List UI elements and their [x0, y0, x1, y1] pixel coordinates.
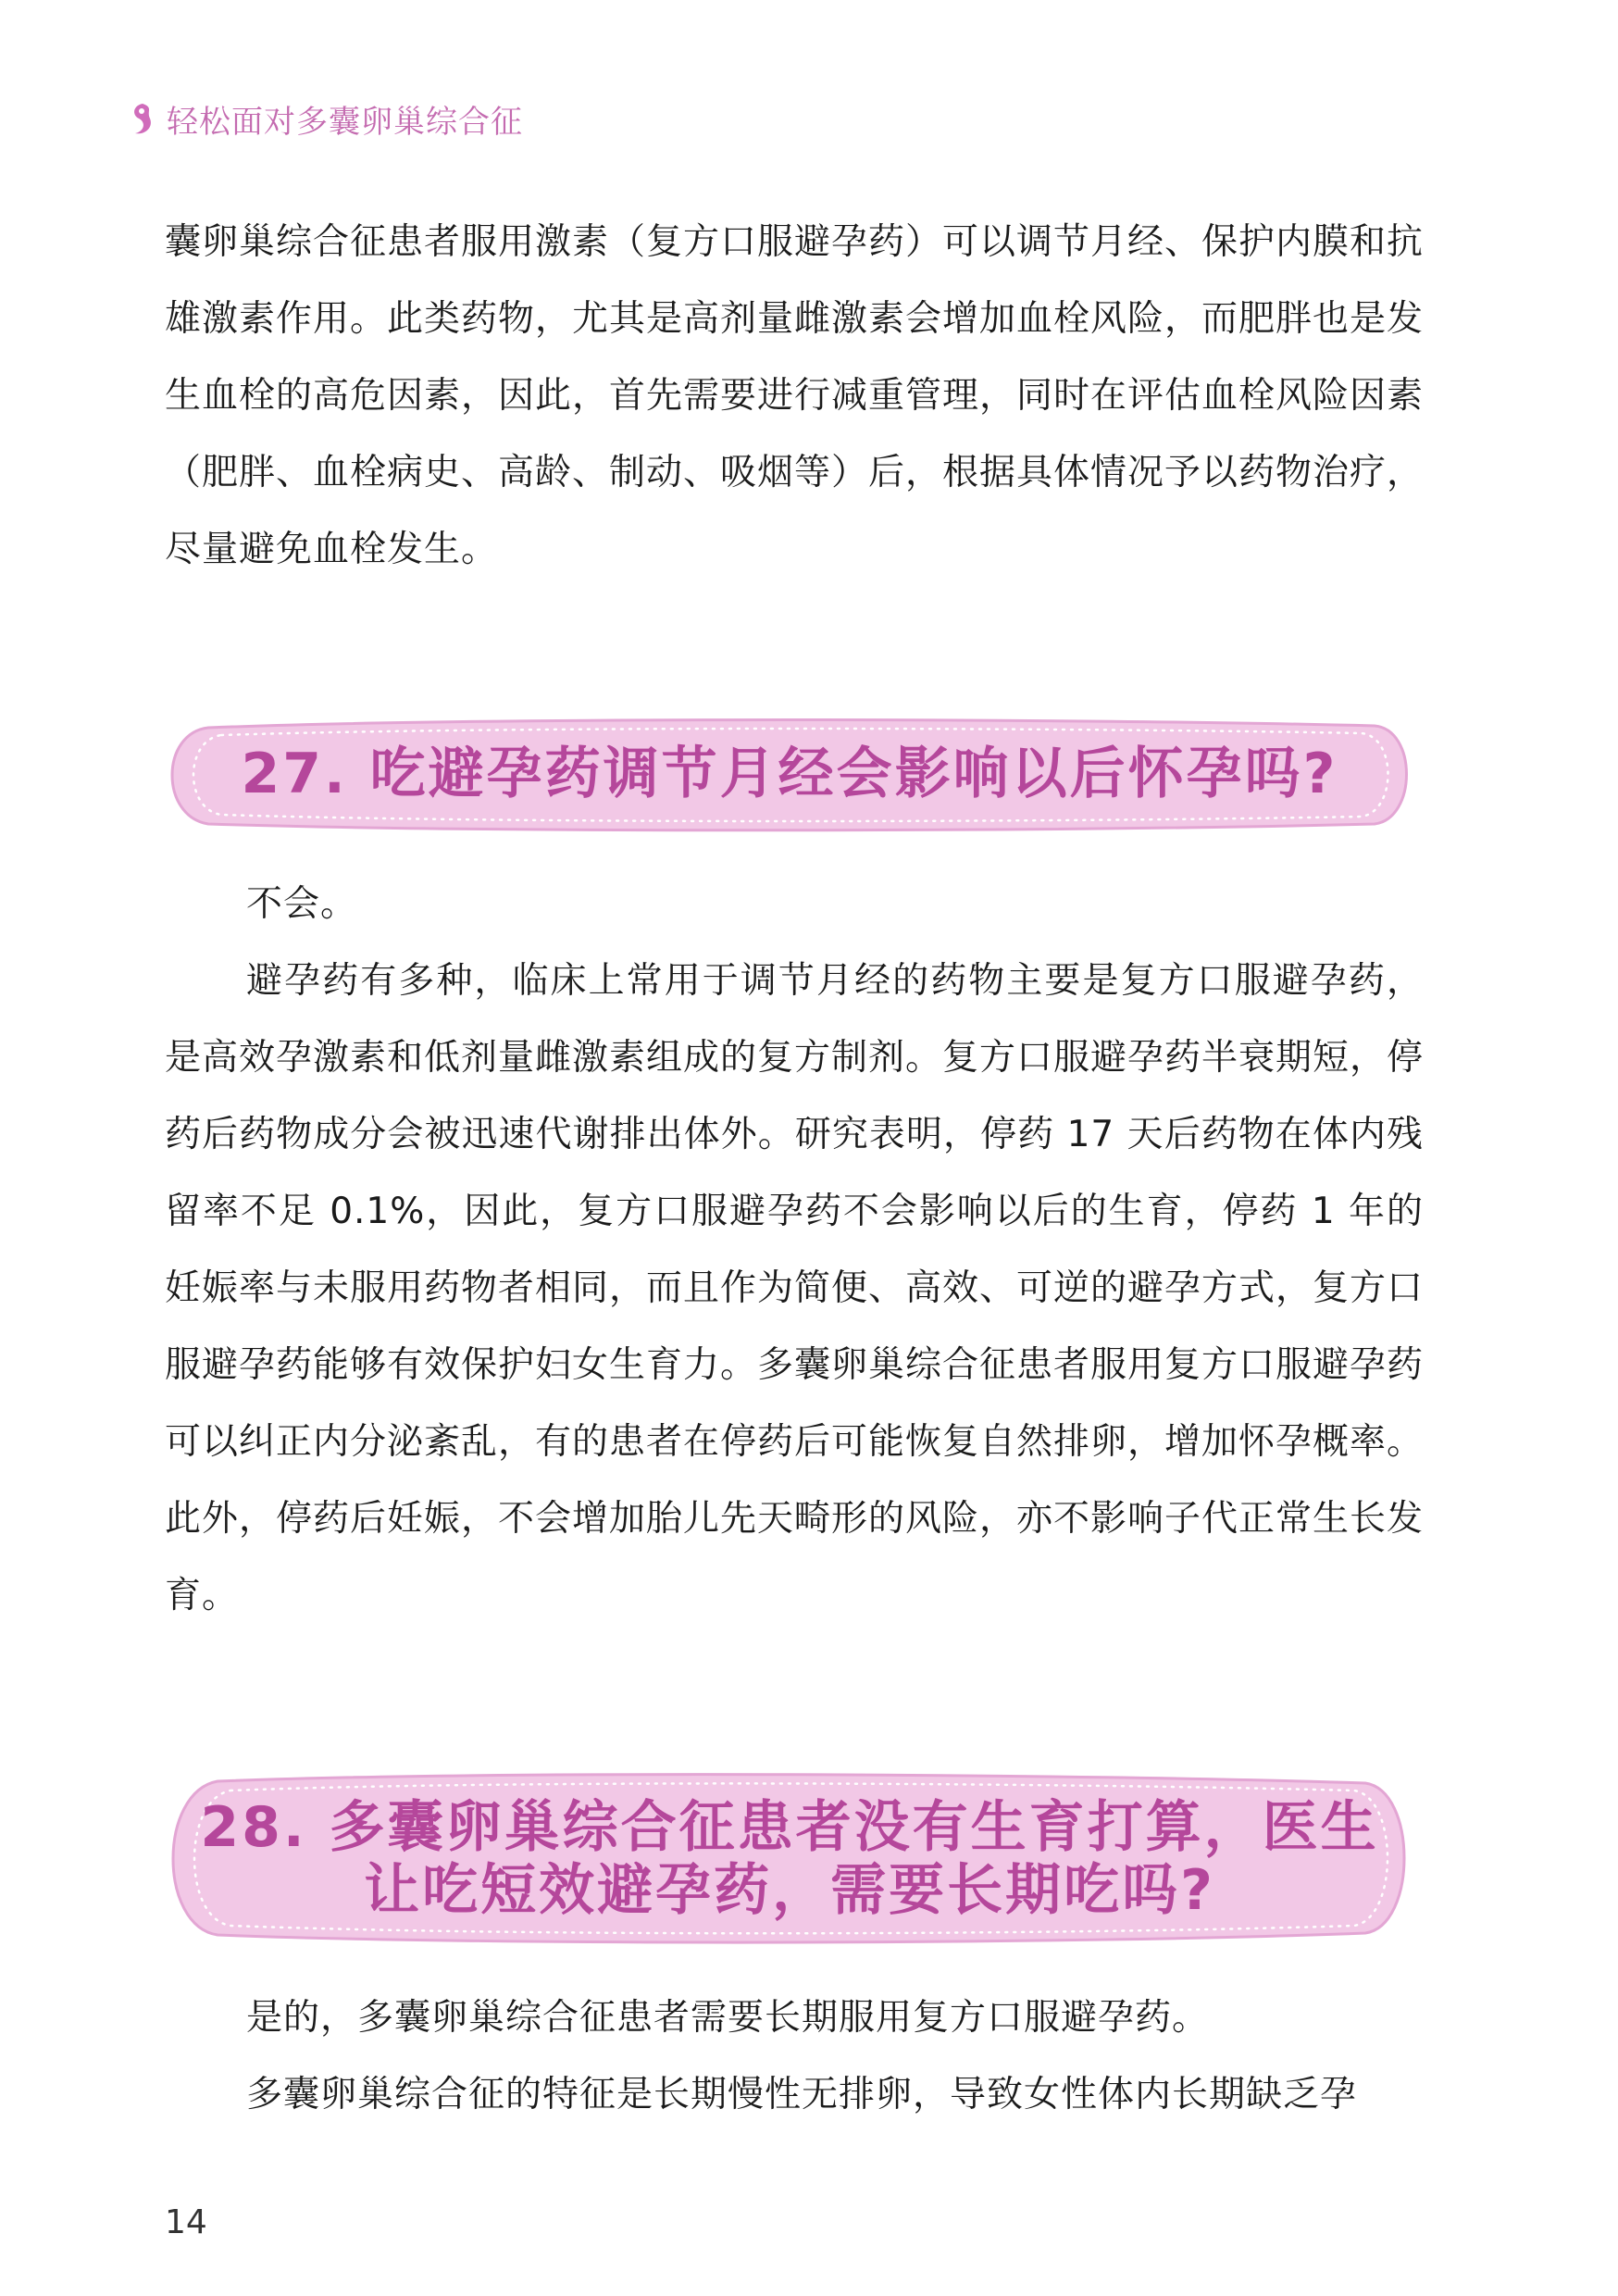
question-28-answer: 是的，多囊卵巢综合征患者需要长期服用复方口服避孕药。 [246, 1997, 1210, 2039]
page-number: 14 [165, 2203, 207, 2241]
question-28-title-line-1: 28. 多囊卵巢综合征患者没有生育打算，医生 [200, 1795, 1379, 1860]
question-28-title-line-2: 让吃短效避孕药，需要长期吃吗? [364, 1858, 1215, 1923]
intro-paragraph: 囊卵巢综合征患者服用激素（复方口服避孕药）可以调节月经、保护内膜和抗雄激素作用。此类药物，尤其是高剂量雌激素会增加血栓风险，而肥胖也是发生血栓的高危因素，因此，首先需要进行减重管理，同时在评估血栓风险因素（肥胖、血栓病史、高龄、制动、吸烟等）后，根据具体情况予以药物治疗，尽量避免血栓发生。 [165, 221, 1425, 570]
question-28-body: 多囊卵巢综合征的特征是长期慢性无排卵，导致女性体内长期缺乏孕 [246, 2074, 1358, 2115]
question-27-body: 避孕药有多种，临床上常用于调节月经的药物主要是复方口服避孕药，是高效孕激素和低剂量雌激素组成的复方制剂。复方口服避孕药半衰期短，停药后药物成分会被迅速代谢排出体外。研究表明，停药 17 天后药物在体内残留率不足 0.1%，因此，复方口服避孕药不会影响以后的生育，停药 1 年的妊娠率与未服用药物者相同，而且作为简便、高效、可逆的避孕方式，复方口服避孕药能够有效保护妇女生育力。多囊卵巢综合征患者服用复方口服避孕药可以纠正内分泌紊乱，有的患者在停药后可能恢复自然排卵，增加怀孕概率。此外，停药后妊娠，不会增加胎儿先天畸形的风险，亦不影响子代正常生长发育。 [165, 960, 1425, 1616]
question-27-title: 27. 吃避孕药调节月经会影响以后怀孕吗? [241, 742, 1338, 806]
question-27-banner [162, 715, 1417, 833]
running-header [128, 93, 523, 144]
pink-swirl-icon [128, 100, 157, 137]
book-title: 轻松面对多囊卵巢综合征 [167, 103, 523, 141]
question-28-banner [162, 1770, 1417, 1946]
question-27-answer: 不会。 [246, 883, 358, 925]
